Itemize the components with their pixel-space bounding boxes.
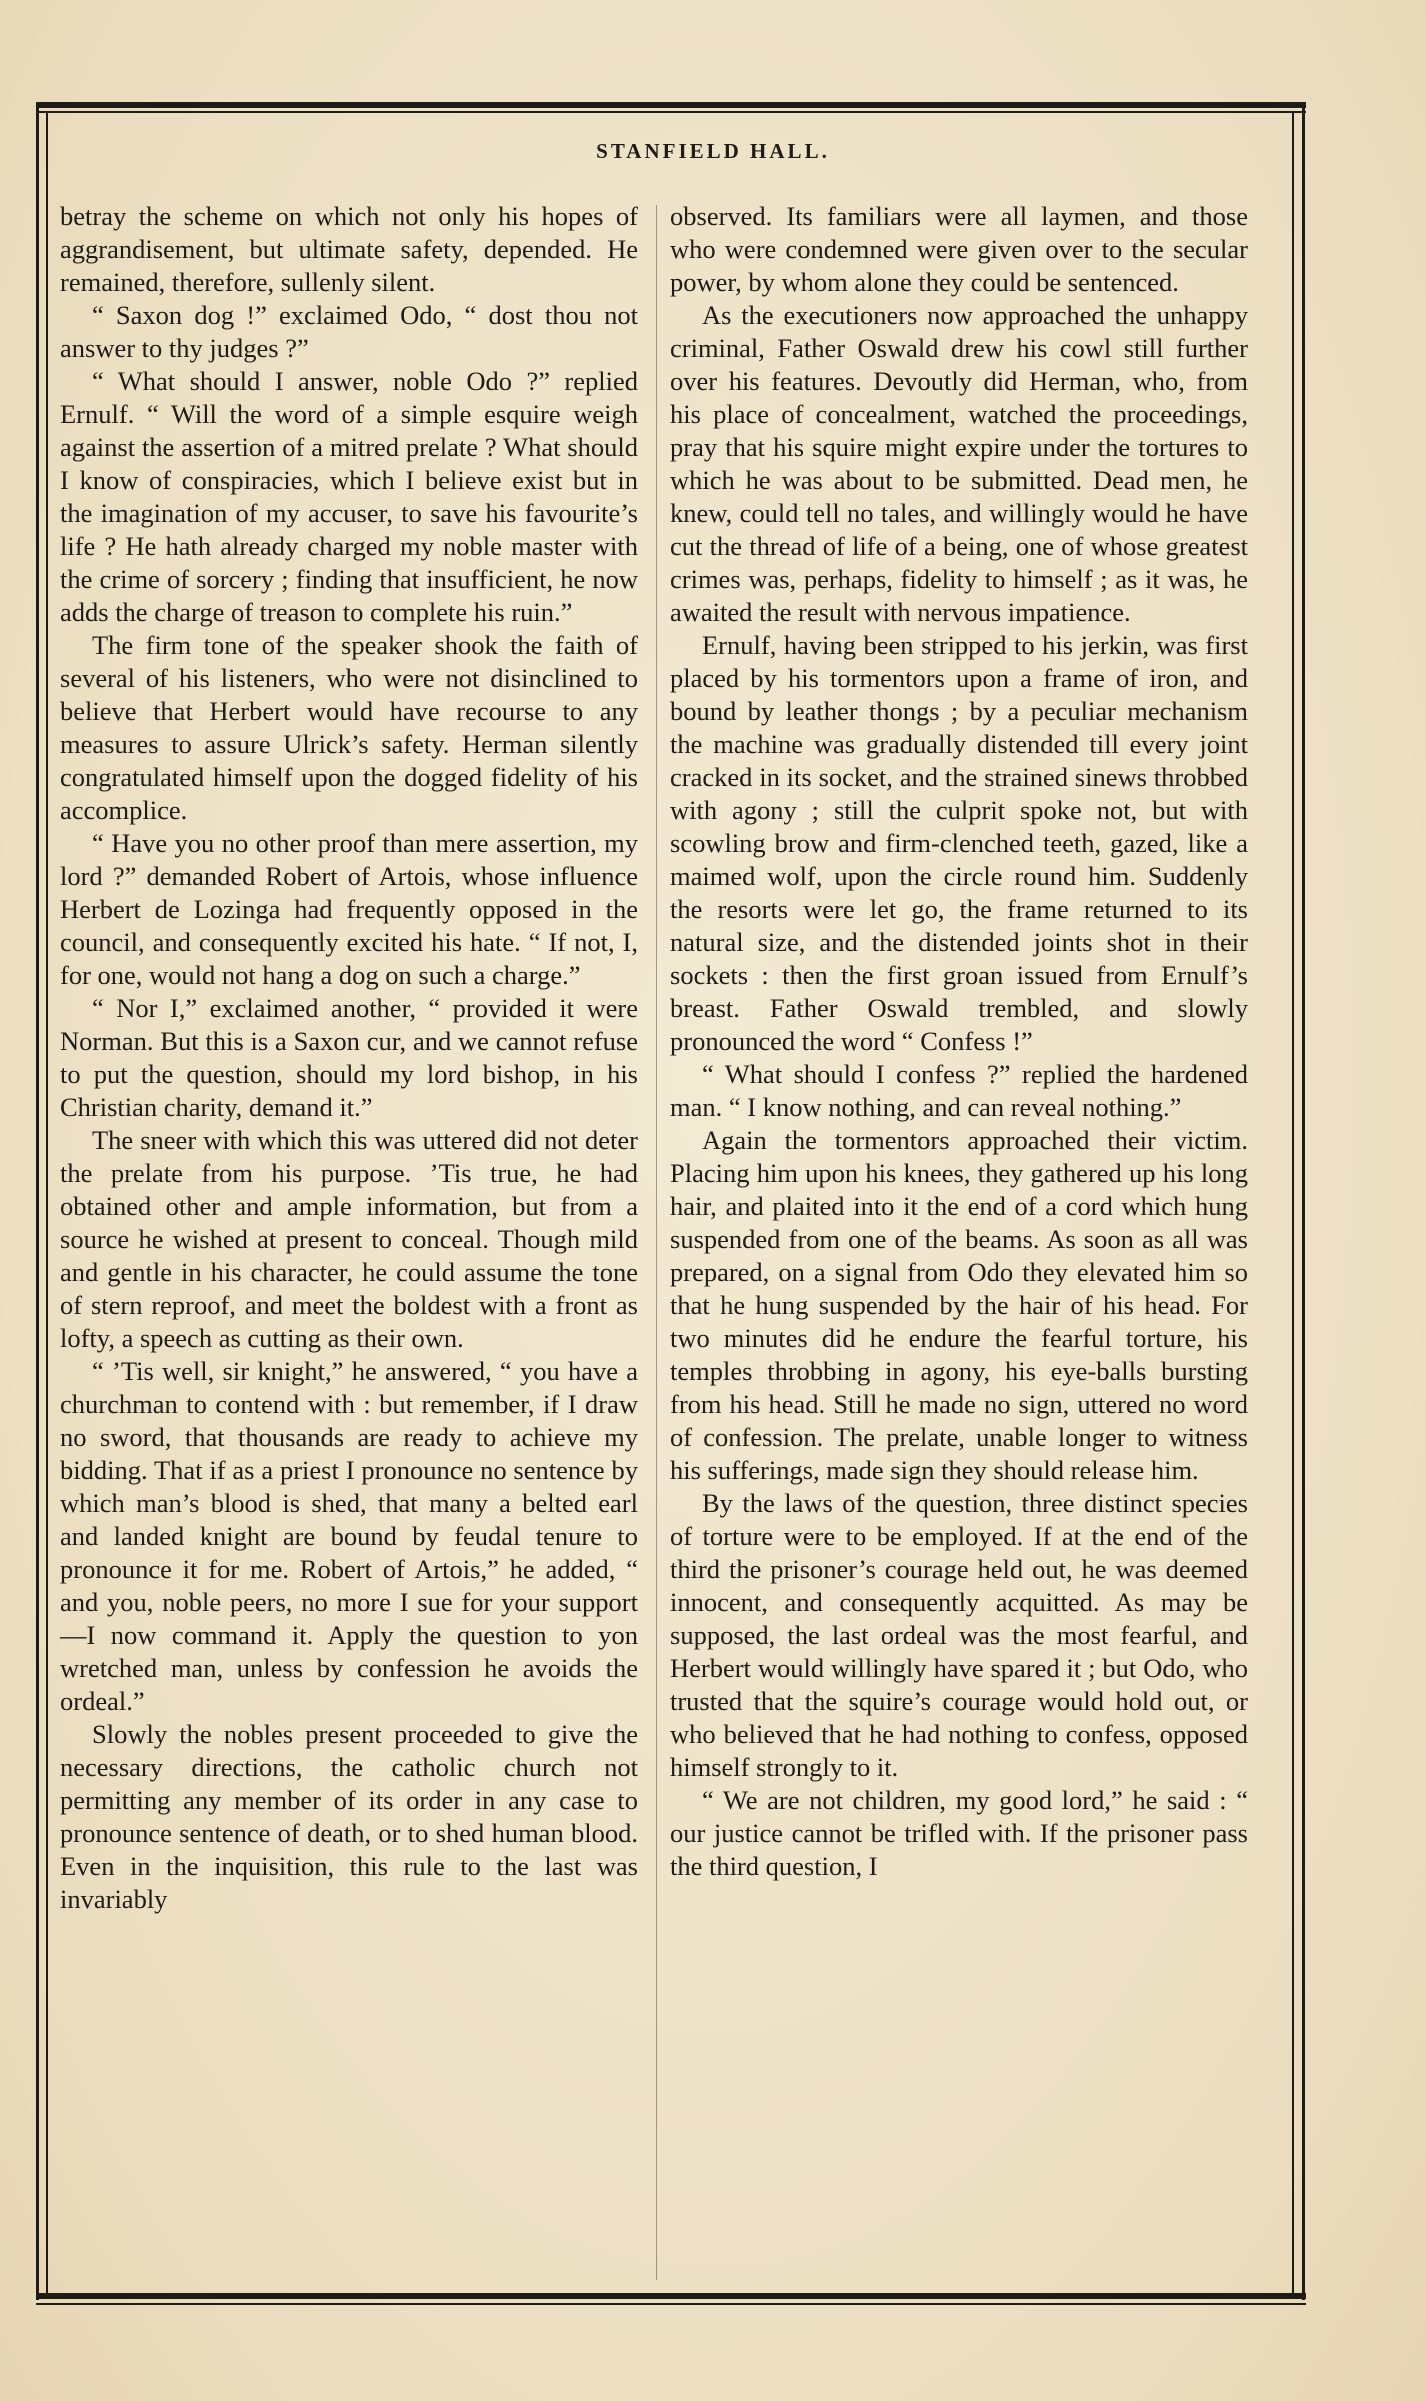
paragraph: “ What should I answer, noble Odo ?” replied Ernulf. “ Will the word of a simple esquire weigh against the assertion of a mitred prelate ? What should I know of conspiracies, which I believe exist but in the imagination of my accuser, to save his favourite’s life ? He hath already charged my noble master with the crime of sorcery ; finding that insufficient, he now adds the charge of treason to complete his ruin.”	[60, 366, 638, 627]
paragraph: “ What should I confess ?” replied the hardened man. “ I know nothing, and can reveal nothing.”	[670, 1059, 1248, 1122]
running-title: STANFIELD HALL.	[596, 139, 830, 163]
left-text-column	[60, 200, 638, 1916]
paragraph: betray the scheme on which not only his hopes of aggrandisement, but ultimate safety, depended. He remained, therefore, sullenly silent.	[60, 201, 638, 297]
paragraph: “ We are not children, my good lord,” he said : “ our justice cannot be trifled with. If the prisoner pass the third question, I	[670, 1785, 1248, 1881]
bottom-rule	[36, 2293, 1306, 2299]
paragraph: “ ’Tis well, sir knight,” he answered, “ you have a churchman to contend with : but remember, if I draw no sword, that thousands are ready to achieve my bidding. That if as a priest I pronounce no sentence by which man’s blood is shed, that many a belted earl and landed knight are bound by feudal tenure to pronounce it for me. Robert of Artois,” he added, “ and you, noble peers, no more I sue for your support—I now command it. Apply the question to yon wretched man, unless by confession he avoids the ordeal.”	[60, 1356, 638, 1716]
right-border	[1302, 104, 1305, 2300]
paragraph: The sneer with which this was uttered did not deter the prelate from his purpose. ’Tis true, he had obtained other and ample information, but from a source he wished at present to conceal. Though mild and gentle in his character, he could assume the tone of stern reproof, and meet the boldest with a front as lofty, a speech as cutting as their own.	[60, 1125, 638, 1353]
paragraph: observed. Its familiars were all laymen, and those who were condemned were given over to the secular power, by whom alone they could be sentenced.	[670, 201, 1248, 297]
top-rule	[36, 102, 1306, 108]
left-border	[36, 104, 39, 2300]
bottom-rule-thin	[36, 2303, 1306, 2305]
right-text-column	[670, 200, 1248, 1883]
paragraph: “ Nor I,” exclaimed another, “ provided it were Norman. But this is a Saxon cur, and we cannot refuse to put the question, should my lord bishop, in his Christian charity, demand it.”	[60, 993, 638, 1122]
left-border-inner	[46, 112, 48, 2294]
top-rule-thin	[36, 111, 1306, 113]
paragraph: Again the tormentors approached their victim. Placing him upon his knees, they gathered up his long hair, and plaited into it the end of a cord which hung suspended from one of the beams. As soon as all was prepared, on a signal from Odo they elevated him so that he hung suspended by the hair of his head. For two minutes did he endure the fearful torture, his temples throbbing in agony, his eye-balls bursting from his head. Still he made no sign, uttered no word of confession. The prelate, unable longer to witness his sufferings, made sign they should release him.	[670, 1125, 1248, 1485]
column-divider	[656, 205, 657, 2280]
paragraph: Ernulf, having been stripped to his jerkin, was first placed by his tormentors upon a frame of iron, and bound by leather thongs ; by a peculiar mechanism the machine was gradually distended till every joint cracked in its socket, and the strained sinews throbbed with agony ; still the culprit spoke not, but with scowling brow and firm-clenched teeth, gazed, like a maimed wolf, upon the circle round him. Suddenly the resorts were let go, the frame returned to its natural size, and the distended joints shot in their sockets : then the first groan issued from Ernulf’s breast. Father Oswald trembled, and slowly pronounced the word “ Confess !”	[670, 630, 1248, 1056]
right-border-inner	[1292, 112, 1294, 2294]
paragraph: Slowly the nobles present proceeded to give the necessary directions, the catholic church not permitting any member of its order in any case to pronounce sentence of death, or to shed human blood. Even in the inquisition, this rule to the last was invariably	[60, 1719, 638, 1914]
paragraph: “ Have you no other proof than mere assertion, my lord ?” demanded Robert of Artois, whose influence Herbert de Lozinga had frequently opposed in the council, and consequently excited his hate. “ If not, I, for one, would not hang a dog on such a charge.”	[60, 828, 638, 990]
paragraph: As the executioners now approached the unhappy criminal, Father Oswald drew his cowl still further over his features. Devoutly did Herman, who, from his place of concealment, watched the proceedings, pray that his squire might expire under the tortures to which he was about to be submitted. Dead men, he knew, could tell no tales, and willingly would he have cut the thread of life of a being, one of whose greatest crimes was, perhaps, fidelity to himself ; as it was, he awaited the result with nervous impatience.	[670, 300, 1248, 627]
paragraph: “ Saxon dog !” exclaimed Odo, “ dost thou not answer to thy judges ?”	[60, 300, 638, 363]
paragraph: By the laws of the question, three distinct species of torture were to be employed. If at the end of the third the prisoner’s courage held out, he was deemed innocent, and consequently acquitted. As may be supposed, the last ordeal was the most fearful, and Herbert would willingly have spared it ; but Odo, who trusted that the squire’s courage would hold out, or who believed that he had nothing to confess, opposed himself strongly to it.	[670, 1488, 1248, 1782]
paragraph: The firm tone of the speaker shook the faith of several of his listeners, who were not disinclined to believe that Herbert would have recourse to any measures to assure Ulrick’s safety. Herman silently congratulated himself upon the dogged fidelity of his accomplice.	[60, 630, 638, 825]
